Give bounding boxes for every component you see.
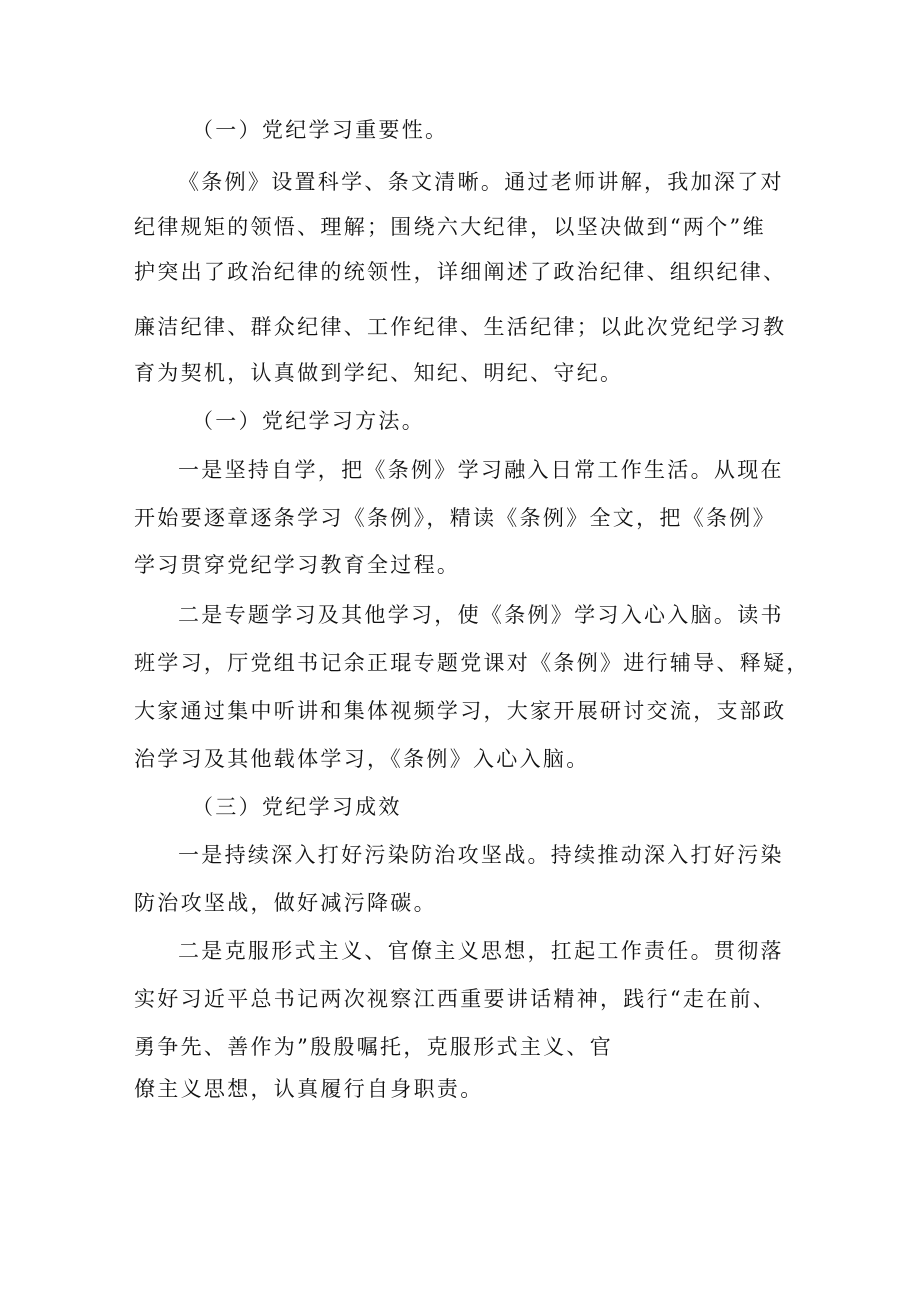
paragraph-line: 二是专题学习及其他学习，使《条例》学习入心入脑。读书	[178, 603, 784, 627]
paragraph-line: 纪律规矩的领悟、理解；围绕六大纪律，以坚决做到“两个”维	[134, 215, 766, 239]
paragraph-line: 僚主义思想，认真履行自身职责。	[134, 1077, 484, 1101]
paragraph-line: 一是坚持自学，把《条例》学习融入日常工作生活。从现在	[178, 458, 784, 482]
paragraph-line: 实好习近平总书记两次视察江西重要讲话精神，践行“走在前、	[134, 987, 777, 1011]
paragraph-line: 勇争先、善作为”殷殷嘱托，克服形式主义、官	[134, 1035, 614, 1059]
section-heading-importance: （一）党纪学习重要性。	[192, 118, 449, 142]
paragraph-line: 《条例》设置科学、条文清晰。通过老师讲解，我加深了对	[178, 170, 784, 194]
paragraph-line: 大家通过集中听讲和集体视频学习，大家开展研讨交流，支部政	[134, 699, 787, 723]
section-heading-methods: （一）党纪学习方法。	[192, 409, 425, 433]
section-heading-results: （三）党纪学习成效	[192, 795, 402, 819]
paragraph-line: 廉洁纪律、群众纪律、工作纪律、生活纪律；以此次党纪学习教	[134, 315, 787, 339]
paragraph-line: 一是持续深入打好污染防治攻坚战。持续推动深入打好污染	[178, 843, 784, 867]
paragraph-line: 班学习，厅党组书记余正琨专题党课对《条例》进行辅导、释疑，	[134, 651, 810, 675]
paragraph-line: 开始要逐章逐条学习《条例》，精读《条例》全文，把《条例》	[134, 506, 776, 530]
paragraph-line: 学习贯穿党纪学习教育全过程。	[134, 553, 461, 577]
paragraph-line: 二是克服形式主义、官僚主义思想，扛起工作责任。贯彻落	[178, 939, 784, 963]
paragraph-line: 治学习及其他载体学习，《条例》入心入脑。	[134, 747, 590, 771]
paragraph-line: 防治攻坚战，做好减污降碳。	[134, 891, 437, 915]
paragraph-line: 育为契机，认真做到学纪、知纪、明纪、守纪。	[134, 361, 624, 385]
paragraph-line: 护突出了政治纪律的统领性，详细阐述了政治纪律、组织纪律、	[134, 260, 787, 284]
